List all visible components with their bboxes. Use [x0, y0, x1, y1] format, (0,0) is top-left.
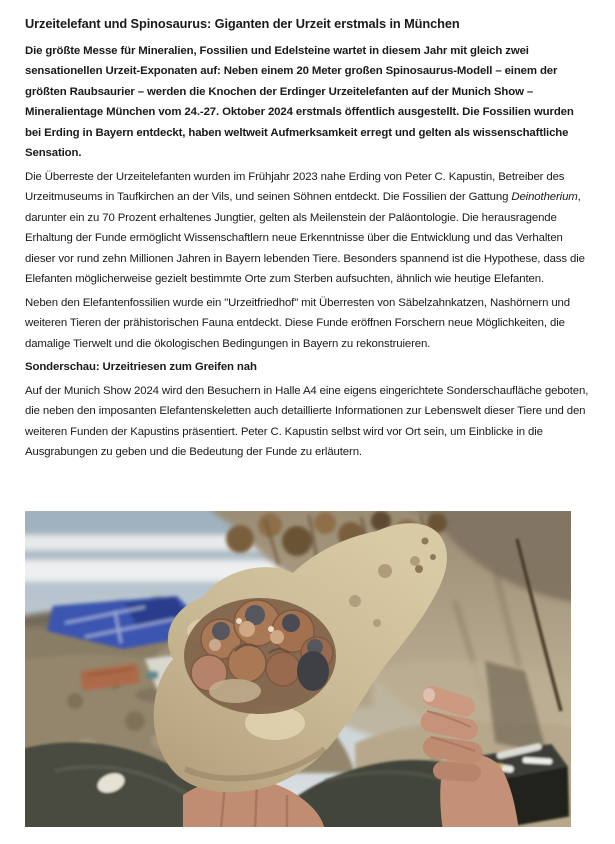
- species-name-italic: Deinotherium: [511, 191, 578, 204]
- section-heading: Sonderschau: Urzeitriesen zum Greifen nah: [25, 361, 257, 374]
- article-title: Urzeitelefant und Spinosaurus: Giganten der Urzeit erstmals in München: [25, 16, 460, 31]
- lead-paragraph: Die größte Messe für Mineralien, Fossilien und Edelsteine wartet in diesem Jahr mit gleich zwei sensationellen Urzeit-Exponaten auf: Neben einem 20 Meter großen Spinosaurus-Modell – einem der größten Raubsaurier – werden die Knochen der Erdinger Urzeitelefanten auf der Munich Show – Mineralientage München vom 24.-27. Oktober 2024 erstmals öffentlich ausgestellt. Die Fossilien wurden bei Erding in Bayern entdeckt, haben weltweit Aufmerksamkeit erregt und gelten als wissenschaftliche Sensation.: [25, 44, 574, 160]
- discovery-text-pre: Die Überreste der Urzeitelefanten wurden im Frühjahr 2023 nahe Erding von Peter C. Kapustin, Betreiber des Urzeitmuseums in Taufkirchen an der Vils, und seinen Söhnen entdeckt. Die Fossilien der Gattung: [25, 170, 565, 204]
- article-text: [25, 16, 590, 509]
- paragraph-graveyard: Neben den Elefantenfossilien wurde ein "Urzeitfriedhof" mit Überresten von Säbelzahnkatzen, Nashörnern und weiteren Tieren der prähistorischen Fauna entdeckt. Diese Funde eröffnen Forschern neue Möglichkeiten, die damalige Tierwelt und die ökologischen Bedingungen in Bayern zu rekonstruieren.: [25, 296, 570, 350]
- paragraph-discovery: [25, 167, 590, 290]
- article-photo: [25, 511, 590, 827]
- discovery-text-post: , darunter ein zu 70 Prozent erhaltenes Jungtier, gelten als Meilenstein der Paläontologie. Die herausragende Erhaltung der Funde ermöglicht Wissenschaftlern neue Erkenntnisse über die Entwicklung und das Verhalten dieser vor rund zehn Millionen Jahren in Bayern lebenden Tiere. Besonders spannend ist die Hypothese, dass die Elefanten möglicherweise gezielt bestimmte Orte zum Sterben aufsuchten, ähnlich wie heutige Elefanten.: [25, 191, 585, 286]
- molar-tooth: [184, 598, 336, 714]
- paragraph-show: Auf der Munich Show 2024 wird den Besuchern in Halle A4 eine eigens eingerichtete Sonderschaufläche geboten, die neben den imposanten Elefantenskeletten auch detaillierte Informationen zur Lebenswelt dieser Tiere und den weiteren Funden der Kapustins präsentiert. Peter C. Kapustin selbst wird vor Ort sein, um Einblicke in die Ausgrabungen zu geben und die Bedeutung der Funde zu erläutern.: [25, 384, 589, 459]
